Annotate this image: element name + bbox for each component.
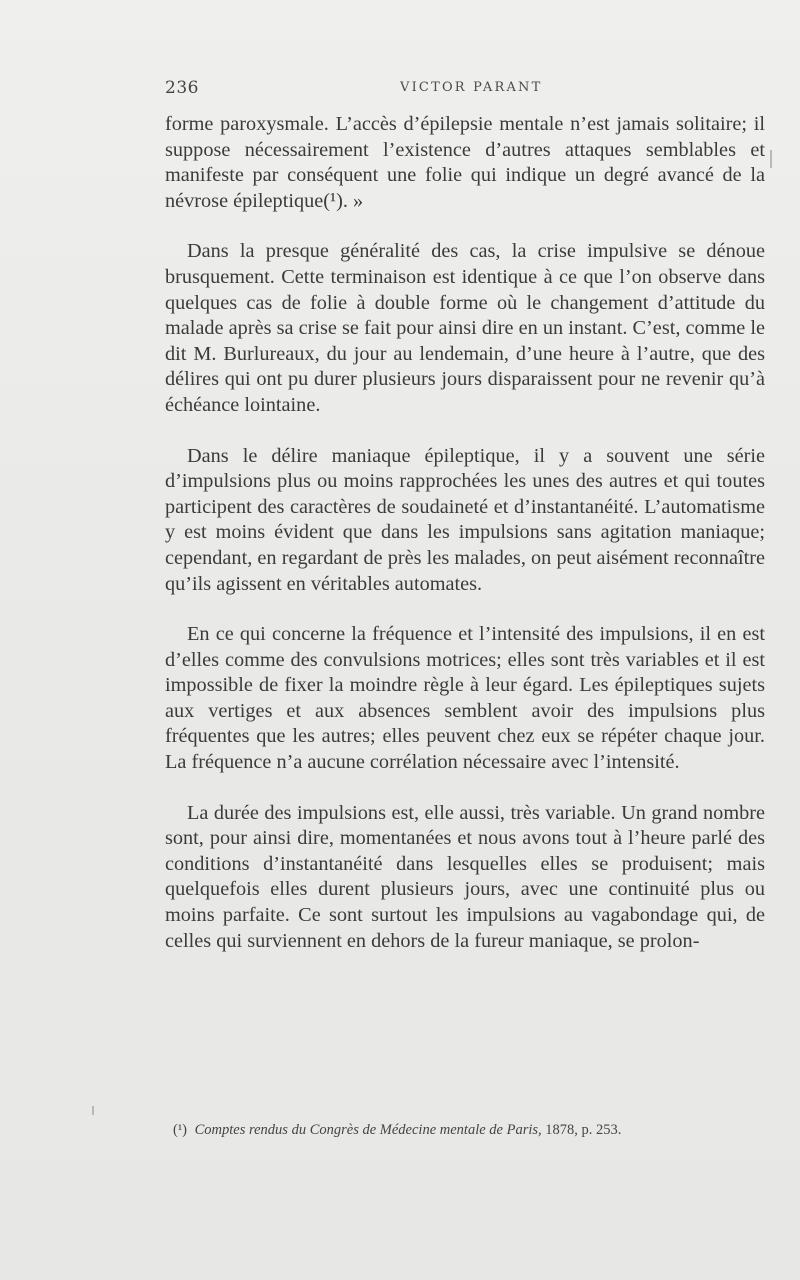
margin-speck bbox=[92, 1106, 94, 1115]
paragraph-frequence: En ce qui concerne la fréquence et l’intensité des impulsions, il en est d’elles comme des convulsions motrices; elles sont très variables et il est impossible de fixer la moindre règle à leur égard. Les épileptiques sujets aux vertiges et aux absences semblent avoir des impulsions plus fréquentes que les autres; elles peuvent chez eux se répéter chaque jour. La fréquence n’a aucune corrélation nécessaire avec l’intensité. bbox=[165, 623, 765, 774]
page-number: 236 bbox=[165, 78, 199, 98]
footnote-details: 1878, p. 253. bbox=[545, 1122, 622, 1138]
running-title: VICTOR PARANT bbox=[400, 80, 543, 95]
paragraph-continuation: forme paroxysmale. L’accès d’épilepsie mentale n’est jamais solitaire; il suppose nécessairement l’existence d’autres attaques semblables et manifeste par conséquent une folie qui indique un degré avancé de la névrose épileptique(¹). » bbox=[165, 113, 765, 212]
footnote bbox=[173, 1122, 773, 1139]
body-text bbox=[165, 112, 765, 954]
paragraph-delire-maniaque: Dans le délire maniaque épileptique, il y a souvent une série d’impulsions plus ou moins rapprochées les unes des autres et qui toutes participent des caractères de soudaineté et d’instantanéité. L’automatisme y est moins évident que dans les impulsions sans agitation maniaque; cependant, en regardant de près les malades, on peut aisément reconnaître qu’ils agissent en véritables automates. bbox=[165, 444, 765, 595]
footnote-title: Comptes rendus du Congrès de Médecine mentale de Paris, bbox=[194, 1122, 542, 1138]
page-header bbox=[165, 78, 765, 102]
paragraph-duree: La durée des impulsions est, elle aussi, très variable. Un grand nombre sont, pour ainsi dire, momentanées et nous avons tout à l’heure parlé des conditions d’instantanéité dans lesquelles elles se produisent; mais quelquefois elles durent plusieurs jours, avec une continuité plus ou moins parfaite. Ce sont surtout les impulsions au vagabondage qui, de celles qui surviennent en dehors de la fureur maniaque, se prolon- bbox=[165, 801, 765, 952]
paragraph-crise-impulsive: Dans la presque généralité des cas, la crise impulsive se dénoue brusquement. Cette terminaison est identique à ce que l’on observe dans quelques cas de folie à double forme où le changement d’attitude du malade après sa crise se fait pour ainsi dire en un instant. C’est, comme le dit M. Burlureaux, du jour au lendemain, d’une heure à l’autre, que des délires qui ont pu durer plusieurs jours disparaissent pour ne revenir qu’à échéance lointaine. bbox=[165, 240, 765, 416]
margin-speck bbox=[770, 150, 772, 168]
footnote-marker: (¹) bbox=[173, 1122, 188, 1138]
